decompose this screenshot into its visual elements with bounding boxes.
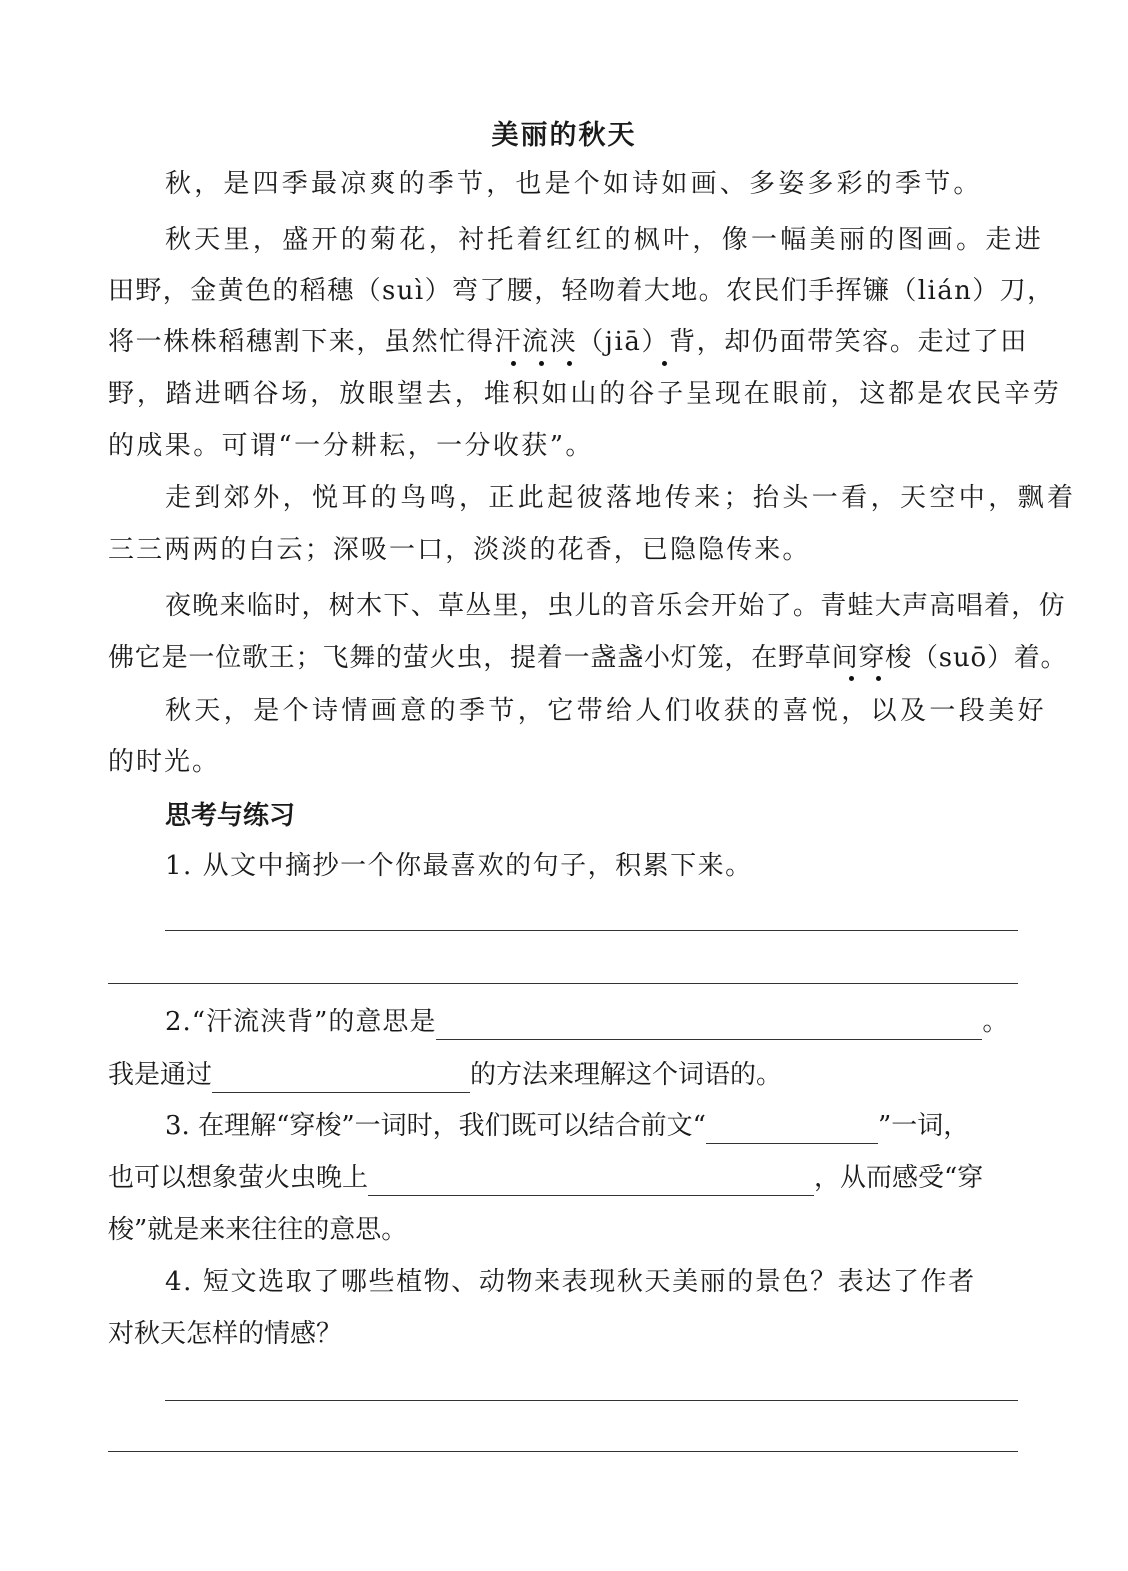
emphasis-dot [539, 361, 544, 366]
answer-blank[interactable] [706, 1115, 878, 1144]
answer-line[interactable] [108, 983, 1018, 984]
question-3-suffix: ，从而感受“穿 [814, 1163, 984, 1193]
paragraph-2-line-1: 秋天里，盛开的菊花，衬托着红红的枫叶，像一幅美丽的图画。走进 [165, 225, 1045, 255]
exercise-heading: 思考与练习 [165, 801, 296, 831]
paragraph-3-line-2: 三三两两的白云；深吸一口，淡淡的花香，已隐隐传来。 [108, 535, 811, 565]
paragraph-1: 秋，是四季最凉爽的季节，也是个如诗如画、多姿多彩的季节。 [165, 169, 983, 199]
question-2-end: 。 [982, 1007, 1009, 1037]
answer-line[interactable] [165, 1400, 1018, 1401]
question-2-line-2 [108, 1057, 782, 1093]
emphasis-dot [567, 361, 572, 366]
paragraph-2-line-3: 将一株株稻穗割下来，虽然忙得汗流浃（jiā）背，却仍面带笑容。走过了田 [108, 327, 1028, 357]
paragraph-4-line-2: 佛它是一位歌王；飞舞的萤火虫，提着一盏盏小灯笼，在野草间穿梭（suō）着。 [108, 643, 1068, 673]
question-2-text: 2.“汗流浃背”的意思是 [165, 1007, 437, 1037]
question-3-prefix: 也可以想象萤火虫晚上 [108, 1163, 369, 1193]
question-4-line-2: 对秋天怎样的情感？ [108, 1319, 343, 1349]
answer-blank[interactable] [436, 1011, 982, 1040]
paragraph-3-line-1: 走到郊外，悦耳的鸟鸣，正此起彼落地传来；抬头一看，天空中，飘着 [165, 483, 1077, 513]
answer-line[interactable] [108, 1451, 1018, 1452]
question-2-prefix: 我是通过 [108, 1060, 213, 1090]
question-2-suffix: 的方法来理解这个词语的。 [470, 1060, 783, 1090]
emphasis-dot [662, 361, 667, 366]
question-3-mid: ”一词， [877, 1111, 970, 1141]
paragraph-5-line-2: 的时光。 [108, 747, 221, 777]
question-3-line-2 [108, 1160, 983, 1196]
answer-blank[interactable] [212, 1064, 470, 1093]
question-4-line-1: 4. 短文选取了哪些植物、动物来表现秋天美丽的景色？表达了作者 [165, 1267, 976, 1297]
paragraph-2-line-4: 野，踏进晒谷场，放眼望去，堆积如山的谷子呈现在眼前，这都是农民辛劳 [108, 379, 1062, 409]
paragraph-5-line-1: 秋天，是个诗情画意的季节，它带给人们收获的喜悦，以及一段美好 [165, 696, 1048, 726]
question-1: 1. 从文中摘抄一个你最喜欢的句子，积累下来。 [165, 851, 753, 881]
passage-title: 美丽的秋天 [491, 120, 637, 151]
question-3-line-3: 梭”就是来来往往的意思。 [108, 1215, 408, 1245]
paragraph-2-line-2: 田野，金黄色的稻穗（suì）弯了腰，轻吻着大地。农民们手挥镰（lián）刀， [108, 276, 1055, 306]
question-3-text: 3. 在理解“穿梭”一词时，我们既可以结合前文“ [165, 1111, 706, 1141]
question-2-line-1 [165, 1004, 1008, 1040]
question-3-line-1 [165, 1108, 969, 1144]
emphasis-dot [511, 361, 516, 366]
answer-blank[interactable] [368, 1167, 814, 1196]
emphasis-dot [876, 676, 881, 681]
emphasis-dot [849, 676, 854, 681]
paragraph-2-line-5: 的成果。可谓“一分耕耘，一分收获”。 [108, 431, 594, 461]
answer-line[interactable] [165, 930, 1018, 931]
paragraph-4-line-1: 夜晚来临时，树木下、草丛里，虫儿的音乐会开始了。青蛙大声高唱着，仿 [165, 591, 1066, 621]
